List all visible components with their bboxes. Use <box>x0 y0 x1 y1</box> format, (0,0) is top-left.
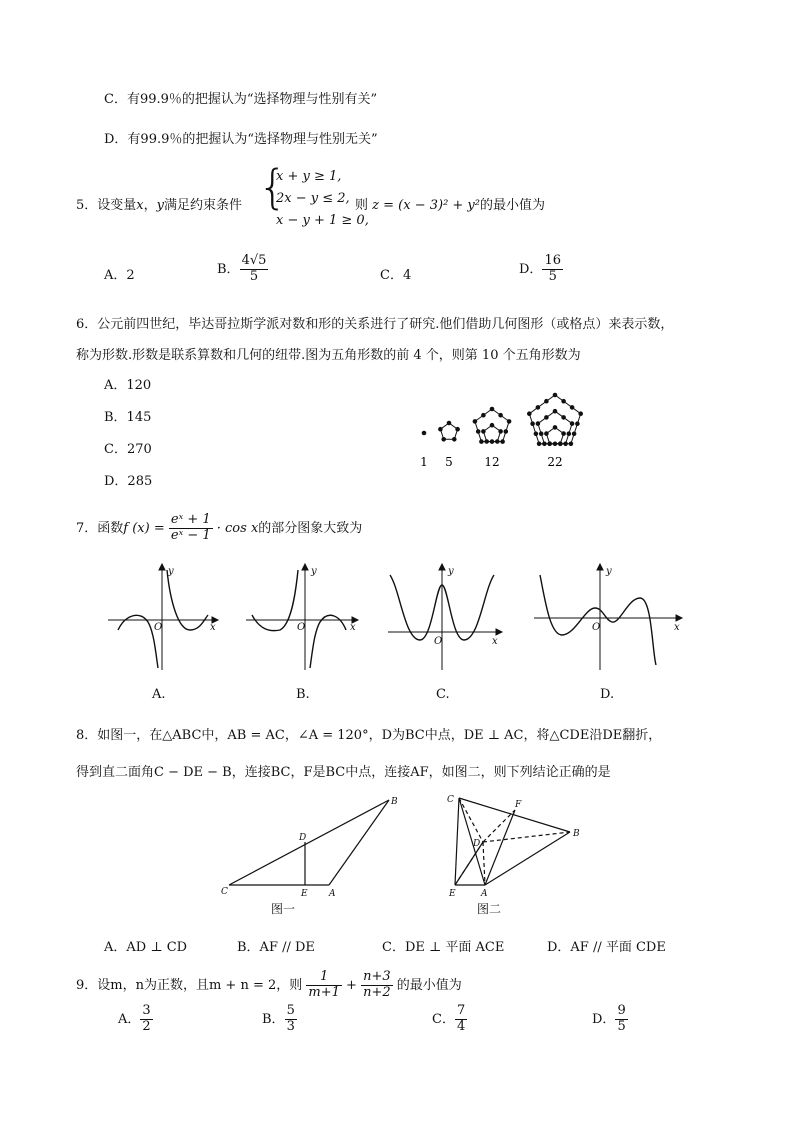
pent-dot <box>548 442 552 446</box>
q6-option-d: D．285 <box>104 474 153 489</box>
pent-dot <box>567 432 571 436</box>
pent-dot <box>553 393 557 397</box>
pent-dot <box>490 440 494 444</box>
pent-dot <box>531 422 535 426</box>
pent-dot <box>504 430 508 434</box>
fig1-point-d: D <box>299 833 307 843</box>
pent-dot <box>569 442 573 446</box>
q5-option-c: C．4 <box>380 268 412 283</box>
fig2-point-e: E <box>449 889 456 899</box>
q5-option-d: D． $\frac{16}{5}$ <box>519 253 561 284</box>
q7-c-origin: O <box>434 636 443 647</box>
fig2-point-b: B <box>573 829 580 839</box>
q8-option-d: D．AF // 平面 CDE <box>547 940 666 955</box>
q5-stem-lead: 5．设变量x，y满足约束条件 <box>76 198 243 213</box>
pent-dot <box>482 430 486 434</box>
pent-dot <box>453 438 457 442</box>
q7-d-ylabel: y <box>606 566 612 577</box>
q5-stem-tail: 则 z = (x − 3)² + y²的最小值为 <box>355 198 546 213</box>
fig1-point-b: B <box>391 797 398 807</box>
pent-dot <box>507 420 511 424</box>
pent-dot <box>572 432 576 436</box>
q6-option-a: A．120 <box>104 378 152 393</box>
q8-option-c: C．DE ⊥ 平面 ACE <box>382 940 505 955</box>
fig1-caption: 图一 <box>271 902 296 916</box>
q7-b-origin: O <box>297 622 306 633</box>
pent-dot <box>545 432 549 436</box>
q7-graph-options <box>100 560 700 710</box>
pent-label-2: 5 <box>445 455 453 469</box>
fig2-caption: 图二 <box>477 902 502 916</box>
pent-dot <box>499 430 503 434</box>
q9-option-c: C． $\frac{7}{4}$ <box>432 1003 466 1034</box>
q7-stem: 7．函数f (x) = $\frac{\text{eˣ + 1}}{\text{eˣ − 1}}$ · cos x的部分图象大致为 <box>76 512 363 543</box>
q8-option-b: B．AF // DE <box>237 940 315 955</box>
q9-stem: 9．设m，n为正数，且m + n = 2，则 $\frac{1}{m+1}$ + $\frac{n+3}{n+2}$ 的最小值为 <box>76 969 462 1000</box>
pent-dot <box>545 399 549 403</box>
pent-dot <box>576 422 580 426</box>
pent-label-1: 1 <box>420 455 428 469</box>
pent-dot <box>528 412 532 416</box>
q6-stem-line2: 称为形数.形数是联系算数和几何的纽带.图为五角形数的前 4 个，则第 10 个五角形数为 <box>76 348 581 363</box>
pent-label-3: 12 <box>484 455 500 469</box>
q8-stem-line1: 8．如图一，在△ABC中，AB = AC，∠A = 120°，D为BC中点，DE ⊥ AC，将△CDE沿DE翻折， <box>76 728 662 743</box>
pent-dot <box>442 438 446 442</box>
q5-option-b: B． $\frac{4√5}{5}$ <box>217 253 267 284</box>
pent-dot <box>537 442 541 446</box>
pent-outline <box>483 425 500 441</box>
pent-dot <box>562 416 566 420</box>
pent-dot <box>570 406 574 410</box>
pent-dot <box>473 420 477 424</box>
fig1-point-e: E <box>301 889 308 899</box>
pent-dot <box>570 422 574 426</box>
q7-label-a: A. <box>152 687 166 702</box>
q5-brace: { <box>258 160 288 214</box>
q8-option-a: A．AD ⊥ CD <box>104 940 188 955</box>
q6-pentagonal-figure <box>410 380 590 475</box>
pent-dot <box>534 432 538 436</box>
pent-dot <box>539 432 543 436</box>
q7-c-xlabel: x <box>492 636 498 647</box>
q6-option-c: C．270 <box>104 442 152 457</box>
pent-dot <box>545 416 549 420</box>
q4-option-d: D．有99.9％的把握认为“选择物理与性别无关” <box>104 132 378 147</box>
pent-dot <box>553 426 557 430</box>
q7-label-d: D. <box>600 687 615 702</box>
q5-option-a: A．2 <box>104 268 135 283</box>
q7-label-c: C. <box>436 687 450 702</box>
q9-option-a: A． $\frac{3}{2}$ <box>118 1003 151 1034</box>
q7-b-ylabel: y <box>311 566 317 577</box>
pent-dot <box>579 412 583 416</box>
pent-dot <box>480 440 484 444</box>
q7-c-ylabel: y <box>448 566 454 577</box>
q7-graph-a <box>108 564 218 670</box>
q7-a-xlabel: x <box>210 622 216 633</box>
pent-label-4: 22 <box>547 455 563 469</box>
q5-constraint-1: x + y ≥ 1, <box>276 169 342 184</box>
pent-dot <box>439 427 443 431</box>
q9-option-b: B． $\frac{5}{3}$ <box>262 1003 295 1034</box>
q5-constraint-3: x − y + 1 ≥ 0, <box>276 213 369 228</box>
q7-d-origin: O <box>592 622 601 633</box>
pent-dot <box>456 427 460 431</box>
q8-stem-line2: 得到直二面角C − DE − B，连接BC，F是BC中点，连接AF，如图二，则下列结论正确的是 <box>76 765 611 780</box>
pent-dot <box>482 413 486 417</box>
fig2-point-a: A <box>481 889 488 899</box>
pent-dot <box>562 399 566 403</box>
fig1-point-a: A <box>329 889 336 899</box>
pent-outline <box>546 427 563 443</box>
q7-graph-d <box>534 564 682 670</box>
q7-a-origin: O <box>154 622 163 633</box>
pent-dot <box>499 413 503 417</box>
fig2-point-c: C <box>447 795 454 805</box>
fig2-point-d: D <box>473 839 481 849</box>
q6-option-b: B．145 <box>104 410 152 425</box>
q5-constraint-2: 2x − y ≤ 2, <box>276 191 350 206</box>
pent-dot <box>447 421 451 425</box>
q7-d-xlabel: x <box>674 622 680 633</box>
pent-outline <box>440 423 457 439</box>
q6-stem-line1: 6．公元前四世纪，毕达哥拉斯学派对数和形的关系进行了研究.他们借助几何图形（或格点）来表示数， <box>76 317 674 332</box>
fig2-point-f: F <box>515 800 522 810</box>
pent-dot <box>562 432 566 436</box>
fig1-point-c: C <box>221 887 228 897</box>
pent-dot <box>501 440 505 444</box>
q9-option-d: D． $\frac{9}{5}$ <box>592 1003 626 1034</box>
q7-label-b: B. <box>296 687 310 702</box>
pent-dot <box>559 442 563 446</box>
pent-dot <box>536 422 540 426</box>
q7-a-ylabel: y <box>168 566 174 577</box>
q8-figure-1 <box>229 800 389 885</box>
pent-dot <box>476 430 480 434</box>
q7-graph-c <box>388 564 502 670</box>
pent-dot <box>536 406 540 410</box>
pent-outline <box>529 395 580 444</box>
q4-option-c: C．有99.9％的把握认为“选择物理与性别有关” <box>104 92 378 107</box>
pent-dot <box>422 431 426 435</box>
q8-figures <box>215 790 600 920</box>
pent-dot <box>490 423 494 427</box>
pent-dot <box>553 409 557 413</box>
q7-b-xlabel: x <box>350 622 356 633</box>
q7-graph-b <box>246 564 358 670</box>
pent-dot <box>490 407 494 411</box>
